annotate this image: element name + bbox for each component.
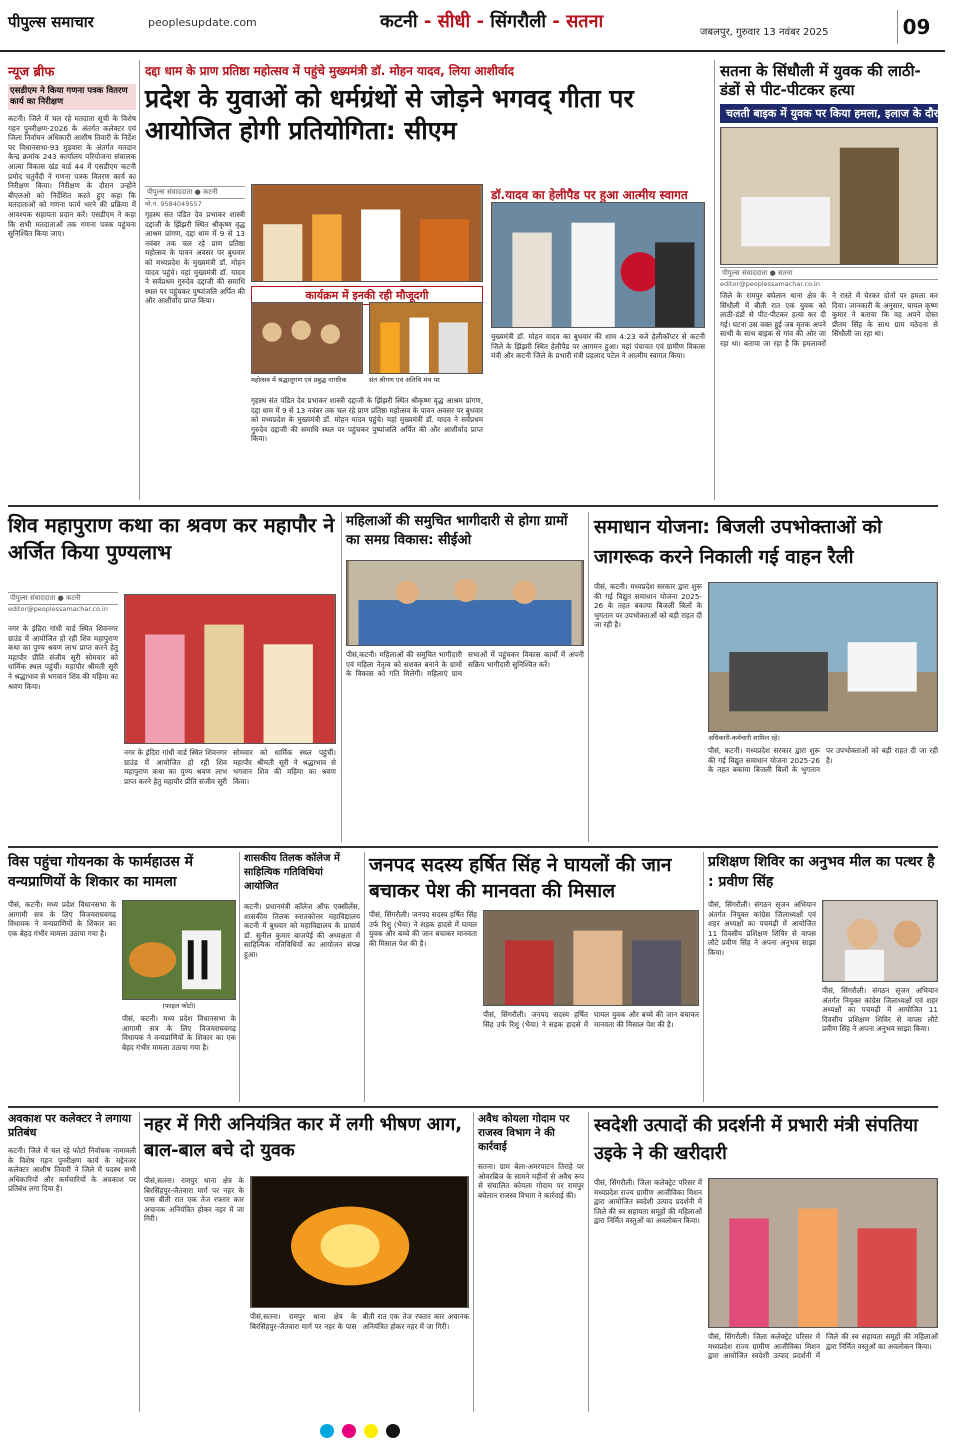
region-sidhi: सीधी: [437, 11, 471, 32]
goenka-body: पीसं, कटनी। मध्य प्रदेश विधानसभा के आगामी सत्र के लिए विजयराघवगढ़ विधायक ने वन्यप्राणियों के शिकार का एक बेहद गंभीर मामला उठाया गया है।: [8, 900, 116, 938]
collector-headline: अवकाश पर कलेक्टर ने लगाया प्रतिबंध: [8, 1112, 132, 1139]
goenka-story: [8, 852, 236, 1102]
training-body-2: पीसं, सिंगरौली। संगठन सृजन अभियान अंतर्गत नियुक्त कांग्रेस जिलाध्यक्षों एवं शहर अध्यक्षों का पचमढ़ी में आयोजित 11 दिवसीय प्रशिक्षण शिविर से वापस लौटे प्रवीण सिंह ने अपना अनुभव साझा किया।: [822, 986, 938, 1034]
swadeshi-photo: [708, 1178, 938, 1328]
swadeshi-story: [594, 1112, 938, 1412]
women-body: पीसं,कटनी। महिलाओं की समुचित भागीदारी एवं महिला नेतृत्व को सशक्त बनाने के ग्रामों के विकास को गति मिलेगी। महिलाएं ग्राम सभाओं में पहुंचकर विकास कार्यों में अपनी सक्रिय भागीदारी सुनिश्चित करें।: [346, 650, 584, 679]
satna-murder-email: editor@peoplessamachar.co.in: [720, 280, 820, 288]
samadhan-body-2: पीसं, कटनी। मध्यप्रदेश सरकार द्वारा शुरू की गई विद्युत समाधान योजना 2025-26 के तहत बकाया बिजली बिलों के भुगतान पर उपभोक्ताओं को बड़ी राहत दी जा रही है।: [708, 746, 938, 775]
collector-story: [8, 1112, 136, 1412]
news-brief-body: कटनी। जिले में चल रहे मतदाता सूची के विशेष गहन पुनरीक्षण-2026 के अंतर्गत कलेक्टर एवं जिला निर्वाचन अधिकारी आशीष तिवारी के निर्देश पर विधानसभा-93 मुड़वारा के अंतर्गत मतदान केन्द्र क्रमांक 243 कार्यालय परियोजना संचालक आत्मा विकास खंड वार्ड 44 में एसडीएम कटनी प्रमोद चतुर्वेदी ने गणना पत्रक वितरण कार्य का निरीक्षण किया। निरीक्षण के दौरान उन्होंने बीएलओ को निर्देशित करते हुए कहा कि मतदाताओं को गणना फार्म भरने की प्रक्रिया में आवश्यक सहायता प्रदान करें। एसडीएम ने कहा कि सभी मतदाताओं तक गणना पत्रक पहुंचना सुनिश्चित किया जाए।: [8, 114, 136, 239]
lead-body-col3: मुख्यमंत्री डॉ. मोहन यादव का बुधवार की शाम 4:23 बजे हेलीकॉप्टर से कटनी जिले के झिंझरी स्थित हेलीपैड पर आगमन हुआ। यहां पंचायत एवं ग्रामीण विकास मंत्री और कटनी जिले के प्रभारी मंत्री प्रहलाद पटेल ने आत्मीय स्वागत किया।: [491, 332, 705, 361]
cyan-swatch: [320, 1424, 334, 1438]
lead-photo-crowd: [251, 302, 363, 374]
lead-mobile: मो.नं. 9584049557: [145, 200, 202, 208]
lead-photo-stage: [369, 302, 483, 374]
canal-body-2: पीसं,सतना। रामपुर थाना क्षेत्र के बिरसिंहपुर-जैतवारा मार्ग पर नहर के पास बीती रात एक तेज रफ्तार कार अचानक अनियंत्रित होकर नहर में जा गिरी।: [250, 1312, 469, 1331]
canal-story: [144, 1112, 469, 1412]
satna-murder-body: जिले के रामपुर बघेलान थाना क्षेत्र के सिंधौली में बीती रात एक युवक को लाठी-डंडों से पीट-पीटकर हत्या कर दी गई। घटना उस वक्त हुई जब मृतक अपने साथी के साथ बाइक से गांव की ओर जा रहा था। बताया जा रहा है कि हमलावरों ने रास्ते में घेरकर दोनों पर हमला कर दिया। जानकारी के अनुसार, घायल कृष्ण कुमार ने बताया कि वह अपने दोस्त प्रीतम सिंह के साथ ग्राम मठेदना से सिंधौली जा रहा था।: [720, 291, 938, 348]
news-brief-headline: एसडीएम ने किया गणना पत्रक वितरण कार्य का निरीक्षण: [8, 84, 136, 110]
car-fire-photo: [250, 1176, 469, 1308]
black-swatch: [386, 1424, 400, 1438]
satna-police-photo: [720, 127, 938, 265]
goenka-body-2: पीसं, कटनी। मध्य प्रदेश विधानसभा के आगामी सत्र के लिए विजयराघवगढ़ विधायक ने वन्यप्राणियों के शिकार का एक बेहद गंभीर मामला उठाया गया है।: [122, 1014, 236, 1052]
samadhan-body: पीसं, कटनी। मध्यप्रदेश सरकार द्वारा शुरू की गई विद्युत समाधान योजना 2025-26 के तहत बकाया बिजली बिलों के भुगतान पर उपभोक्ताओं को बड़ी राहत दी जा रही है।: [594, 582, 702, 630]
page-header: [0, 0, 945, 52]
shiv-story: [8, 512, 338, 842]
dateline: जबलपुर, गुरुवार 13 नवंबर 2025: [700, 27, 829, 38]
women-story: [346, 512, 584, 842]
swadeshi-body-2: पीसं, सिंगरौली। जिला कलेक्ट्रेट परिसर में मध्यप्रदेश राज्य ग्रामीण आजीविका मिशन द्वारा आयोजित स्वदेशी उत्पाद प्रदर्शनी में जिले की स्व सहायता समूहों की महिलाओं द्वारा निर्मित वस्तुओं का अवलोकन किया।: [708, 1332, 938, 1361]
training-photo: [822, 900, 938, 982]
divider: [341, 512, 342, 842]
satna-murder-headline: सतना के सिंधौली में युवक की लाठी-डंडों से पीट-पीटकर हत्या: [720, 62, 921, 99]
masthead-title: पीपुल्स समाचार: [8, 13, 94, 31]
coal-story: [478, 1112, 584, 1412]
divider: [588, 512, 589, 842]
tilak-body: कटनी। प्रधानमंत्री कॉलेज ऑफ एक्सीलेंस, शासकीय तिलक स्नातकोत्तर महाविद्यालय कटनी में बुधवार को महाविद्यालय के प्राचार्य डॉ. सुनील कुमार बाजपेई की अध्यक्षता में साहित्यिक गतिविधियों का आयोजन संपन्न हुआ।: [244, 902, 360, 959]
yellow-swatch: [364, 1424, 378, 1438]
swadeshi-body: पीसं, सिंगरौली। जिला कलेक्ट्रेट परिसर में मध्यप्रदेश राज्य ग्रामीण आजीविका मिशन द्वारा आयोजित स्वदेशी उत्पाद प्रदर्शनी में जिले की स्व सहायता समूहों की महिलाओं द्वारा निर्मित वस्तुओं का अवलोकन किया।: [594, 1178, 702, 1226]
region-satna: सतना: [566, 11, 604, 32]
lead-photo-welcome: [491, 202, 705, 328]
swadeshi-headline: स्वदेशी उत्पादों की प्रदर्शनी में प्रभारी मंत्री संपतिया उइके ने की खरीदारी: [594, 1115, 918, 1164]
harshit-body-2: पीसं, सिंगरौली। जनपद सदस्य हर्षित सिंह उर्फ रिशु (भैया) ने सड़क हादसे में घायल युवक और बच्चे की जान बचाकर मानवता की मिसाल पेश की है।: [483, 1010, 699, 1029]
satna-murder-byline: पीपुल्स संवाददाता ● सतना: [720, 267, 938, 280]
canal-headline: नहर में गिरी अनियंत्रित कार में लगी भीषण आग, बाल-बाल बचे दो युवक: [144, 1114, 463, 1161]
shiv-headline: शिव महापुराण कथा का श्रवण कर महापौर ने अर्जित किया पुण्यलाभ: [8, 513, 335, 564]
divider: [714, 60, 715, 500]
divider: [364, 852, 365, 1102]
women-headline: महिलाओं की समुचित भागीदारी से होगा ग्रामों का समग्र विकास: सीईओ: [346, 513, 568, 548]
shiv-body-2: नगर के इंदिरा गांधी वार्ड स्थित शिवनगर ग्राउंड में आयोजित हो रही शिव महापुराण कथा का पुण्य श्रवण लाभ प्राप्त करने हेतु महापौर प्रीति संजीव सूरी सोमवार को धार्मिक स्थल पहुंचीं। महापौर श्रीमती सूरी ने श्रद्धाभाव से भगवान शिव की महिमा का श्रवण किया।: [124, 748, 336, 786]
region-list: कटनी - सीधी - सिंगरौली - सतना: [380, 11, 604, 32]
coal-body: सतना। ग्राम बेला-अमरपाटन तिराहे पर ओवरब्रिज के सामने महीनों से अवैध रूप से संचालित कोयला गोदाम पर रामपुर बघेलान राजस्व विभाग ने कार्रवाई की।: [478, 1162, 584, 1200]
section-rule: [8, 1106, 938, 1108]
wildlife-photo: [122, 900, 236, 1000]
lead-kicker: दद्दा धाम के प्राण प्रतिष्ठा महोत्सव में पहुंचे मुख्यमंत्री डॉ. मोहन यादव, लिया आशीर्वाद: [145, 64, 515, 78]
shiv-body: नगर के इंदिरा गांधी वार्ड स्थित शिवनगर ग्राउंड में आयोजित हो रही शिव महापुराण कथा का पुण्य श्रवण लाभ प्राप्त करने हेतु महापौर प्रीति संजीव सूरी सोमवार को धार्मिक स्थल पहुंचीं। महापौर श्रीमती सूरी ने श्रद्धाभाव से भगवान शिव की महिमा का श्रवण किया।: [8, 624, 118, 691]
divider: [588, 1112, 589, 1412]
divider: [473, 1112, 474, 1412]
lead-caption-1: महोत्सव में श्रद्धालुगण एवं प्रबुद्ध नागरिक: [251, 376, 347, 384]
lead-box-title: कार्यक्रम में इनकी रही मौजूदगी: [251, 286, 483, 305]
training-headline: प्रशिक्षण शिविर का अनुभव मील का पत्थर है : प्रवीण सिंह: [708, 854, 935, 890]
lead-byline: पीपुल्स संवाददाता ● कटनी: [145, 186, 245, 199]
shiv-email: editor@peoplessamachar.co.in: [8, 605, 108, 613]
samadhan-story: [594, 512, 938, 842]
divider: [139, 1112, 140, 1412]
lead-caption-2: संत श्रीगण एवं अतिथि मंच पर: [369, 376, 440, 384]
lead-headline: प्रदेश के युवाओं को धर्मग्रंथों से जोड़ने भगवद् गीता पर आयोजित होगी प्रतियोगिता: सीएम: [145, 84, 634, 145]
masthead-site[interactable]: peoplesupdate.com: [148, 16, 257, 29]
collector-body: कटनी। जिले में चल रहे फोटो निर्वाचक नामावली के विशेष गहन पुनरीक्षण कार्य के मद्देनजर कलेक्टर आशीष तिवारी ने जिले में पदस्थ सभी अधिकारियों और कर्मचारियों के अवकाश पर प्रतिबंध लगा दिया है।: [8, 1146, 136, 1194]
samadhan-rally-photo: [708, 582, 938, 732]
satna-murder-subhead: चलती बाइक में युवक पर किया हमला, इलाज के दौरान मौत: [720, 104, 938, 123]
lead-body-col2: गृहस्थ संत पंडित देव प्रभाकर शास्त्री दद्दाजी के झिंझरी स्थित श्रीकृष्ण वृद्ध आश्रम प्रांगण, दद्दा धाम में 9 से 13 नवंबर तक चल रहे प्राण प्रतिष्ठा महोत्सव के पावन अवसर पर बुधवार को मध्यप्रदेश के मुख्यमंत्री डॉ. मोहन यादव पहुंचे। यहां मुख्यमंत्री डॉ. यादव ने सर्वप्रथम गुरुदेव दद्दाजी की समाधि स्थल पर पहुंचकर पुष्पांजलि अर्पित की और आशीर्वाद प्राप्त किया।: [251, 396, 483, 444]
magenta-swatch: [342, 1424, 356, 1438]
wildlife-photo-caption: (फाइल फोटो): [162, 1002, 196, 1010]
lead-body-col1: गृहस्थ संत पंडित देव प्रभाकर शास्त्री दद्दाजी के झिंझरी स्थित श्रीकृष्ण वृद्ध आश्रम प्रांगण, दद्दा धाम में 9 से 13 नवंबर तक चल रहे प्राण प्रतिष्ठा महोत्सव के पावन अवसर पर बुधवार को मध्यप्रदेश के मुख्यमंत्री डॉ. मोहन यादव पहुंचे। यहां मुख्यमंत्री डॉ. यादव ने सर्वप्रथम गुरुदेव दद्दाजी की समाधि स्थल पर पहुंचकर पुष्पांजलि अर्पित की और आशीर्वाद प्राप्त किया।: [145, 210, 245, 306]
region-katni: कटनी: [380, 11, 418, 32]
divider: [239, 852, 240, 1102]
samadhan-headline: समाधान योजना: बिजली उपभोक्ताओं को जागरूक करने निकाली गई वाहन रैली: [594, 516, 882, 568]
canal-body: पीसं,सतना। रामपुर थाना क्षेत्र के बिरसिंहपुर-जैतवारा मार्ग पर नहर के पास बीती रात एक तेज रफ्तार कार अचानक अनियंत्रित होकर नहर में जा गिरी।: [144, 1176, 244, 1224]
harshit-photo: [483, 910, 699, 1006]
shiv-byline: पीपुल्स संवाददाता ● कटनी: [8, 592, 118, 605]
training-story: [708, 852, 938, 1102]
lead-story: [145, 62, 710, 502]
lead-photo-ceremony: [251, 184, 483, 282]
training-body: पीसं, सिंगरौली। संगठन सृजन अभियान अंतर्गत नियुक्त कांग्रेस जिलाध्यक्षों एवं शहर अध्यक्षों का पचमढ़ी में आयोजित 11 दिवसीय प्रशिक्षण शिविर से वापस लौटे प्रवीण सिंह ने अपना अनुभव साझा किया।: [708, 900, 816, 957]
harshit-headline: जनपद सदस्य हर्षित सिंह ने घायलों की जान बचाकर पेश की मानवता की मिसाल: [369, 854, 672, 902]
harshit-story: [369, 852, 699, 1102]
section-rule: [8, 846, 938, 848]
shiv-photo: [124, 594, 336, 744]
goenka-headline: विस पहुंचा गोयनका के फार्महाउस में वन्यप्राणियों के शिकार का मामला: [8, 854, 194, 890]
section-rule: [8, 505, 938, 507]
divider: [703, 852, 704, 1102]
divider: [139, 60, 140, 500]
region-singrauli: सिंगरौली: [490, 11, 547, 32]
women-photo: [346, 560, 584, 646]
tilak-story: [244, 852, 360, 1102]
lead-subhead: डॉ.यादव का हेलीपैड पर हुआ आत्मीय स्वागत: [491, 188, 688, 202]
satna-murder-story: [720, 62, 967, 502]
news-brief-label: न्यूज ब्रीफ: [8, 65, 55, 80]
registration-marks: [320, 1424, 400, 1438]
page-number: 09: [897, 10, 935, 44]
coal-headline: अवैध कोयला गोदाम पर राजस्व विभाग ने की कार्रवाई: [478, 1113, 570, 1153]
samadhan-caption: अधिकारी-कर्मचारी शामिल रहे।: [708, 734, 780, 742]
tilak-headline: शासकीय तिलक कॉलेज में साहित्यिक गतिविधियां आयोजित: [244, 853, 340, 892]
harshit-body: पीसं, सिंगरौली। जनपद सदस्य हर्षित सिंह उर्फ रिशु (भैया) ने सड़क हादसे में घायल युवक और बच्चे की जान बचाकर मानवता की मिसाल पेश की है।: [369, 910, 477, 948]
news-brief: [8, 62, 136, 502]
